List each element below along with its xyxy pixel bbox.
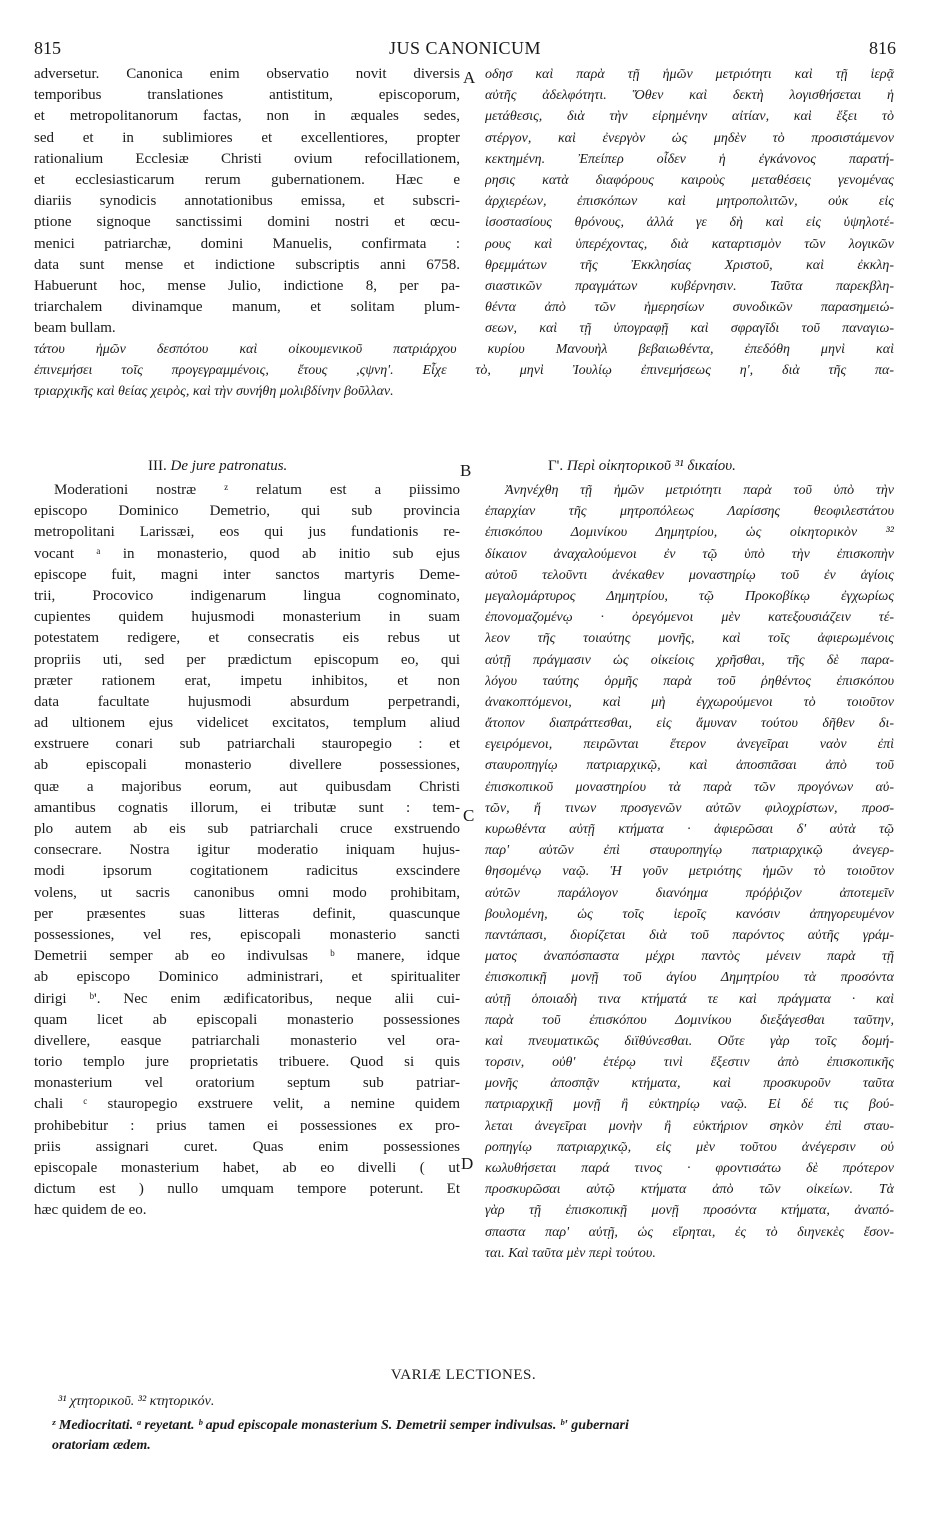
text-line: hæc quidem de eo.: [34, 1202, 147, 1219]
text-line: torio templo jure proprietatis tribuere. Quod si quis: [34, 1054, 460, 1071]
text-line: τάτου ἡμῶν δεσπότου καὶ οἰκουμενικοῦ πατριάρχου κυρίου Μανουὴλ βεβαιωθέντα, ἐπεδόθη μηνὶ καὶ: [34, 342, 894, 357]
text-line: κεκτημένη. Ἐπείπερ οἶδεν ἡ ἐγκάνονος παρατή-: [485, 151, 894, 167]
text-line: chali ᶜ stauropegio exstruere velit, a nemine quidem: [34, 1096, 460, 1113]
text-line: τῶν, ἤ τινων προσγενῶν αὐτῶν φιλοχρίστων, προσ-: [485, 800, 894, 816]
text-line: amantibus cognatis illorum, ei tributæ sunt : tem-: [34, 799, 460, 816]
section-number: III.: [148, 458, 167, 474]
text-line: Demetrii semper ab eo indivulsas ᵇ manere, idque: [34, 948, 460, 965]
text-line: λεται ἀνεγεῖραι μονὴν ἢ εὐκτήριον σηκὸν ἐπὶ σταυ-: [485, 1118, 894, 1134]
text-line: exstruere conari sub patriarchali stauropegio : et: [34, 736, 460, 753]
text-line: σταυροπηγίῳ πατριαρχικῷ, καὶ ἀποσπᾶσαι ἀπὸ τοῦ: [485, 758, 894, 774]
text-line: σεων, καὶ τῇ ὑπογραφῇ καὶ σφραγῖδι τοῦ παναγιω-: [485, 321, 894, 337]
text-line: modi ipsorum cogitationem radicitus exscindere: [34, 863, 460, 880]
text-line: ἐπισκόπου Δομινίκου Δημητρίου, ὡς οἰκητορικὸν ³²: [485, 525, 894, 541]
text-line: οδησ καὶ παρὰ τῇ ἡμῶν μετριότητι καὶ τῇ ἱερᾷ: [485, 67, 894, 82]
text-line: consecrare. Nostra igitur moderatio iniquam hujus-: [34, 842, 460, 859]
greek-full-width-block: [34, 339, 894, 403]
text-line: ἐπονομαζομένῳ · ὀρεγόμενοι μὲν κατεξουσιάζειν τέ-: [485, 610, 894, 626]
footnote-latin: oratoriam ædem.: [52, 1438, 151, 1453]
text-line: ματος ἀναπόσπαστα μέχρι παντὸς μένειν παρὰ τῇ: [485, 949, 894, 965]
text-line: μετάθεσις, διὰ τὴν εἰρημένην αἰτίαν, καὶ ἕξει τὸ: [485, 109, 894, 125]
text-line: beam bullam.: [34, 320, 116, 337]
text-line: rationalium Ecclesiæ Christi ovium refocillationem,: [34, 150, 460, 167]
text-line: et metropolitanorum factas, non in æquales sedes,: [34, 108, 460, 125]
text-line: episcopo Dominico Demetrio, qui sub provincia: [34, 503, 460, 520]
section-heading-greek: [548, 458, 736, 475]
text-line: ἰσοστασίους θρόνους, ἀλλά γε δὴ καὶ εἰς ὑψηλοτέ-: [485, 215, 894, 231]
text-line: καὶ πνευματικῶς διϊθύνεσθαι. Οὔτε γὰρ τοῖς δομή-: [485, 1033, 894, 1049]
text-line: τριαρχικῆς καὶ θείας χειρὸς, καὶ τὴν συνήθη μολιβδίνην βοῦλλαν.: [34, 384, 394, 400]
text-line: ab episcopali monasterio divellere possessiones,: [34, 757, 460, 774]
text-line: trii, Procovico indigenarum lingua cognominato,: [34, 587, 460, 604]
text-line: possessiones, vel res, episcopali monasterio sancti: [34, 926, 460, 943]
text-line: ad ultionem ejus videlicet excitatos, templum aliud: [34, 715, 460, 732]
text-line: μεγαλομάρτυρος Δημητρίου, τῷ Προκοβίκῳ ἐγχωρίως: [485, 588, 894, 604]
text-line: episcope fuit, magni inter sanctos martyris Deme-: [34, 566, 460, 583]
section-title: Περὶ οἰκητορικοῦ ³¹ δικαίου.: [566, 458, 736, 474]
text-line: præter rationem erat, impetu inhibitos, et non: [34, 672, 460, 689]
text-line: λόγου ταύτης ὁρμῆς παρὰ τοῦ ῥηθέντος ἐπισκόπου: [485, 673, 894, 689]
margin-letter-d: D: [461, 1154, 474, 1173]
text-line: data facultate hujusmodi absurdum perpetrandi,: [34, 693, 460, 710]
text-line: ται. Καὶ ταῦτα μὲν περὶ τούτου.: [485, 1245, 656, 1261]
greek-column-top: [485, 64, 894, 339]
text-line: θέντα ἀπὸ τῶν ἡμερησίων συνοδικῶν παρασημειώ-: [485, 300, 894, 316]
text-line: θρεμμάτων τῆς Ἐκκλησίας Χριστοῦ, καὶ ἐκκλη-: [485, 257, 894, 273]
text-line: dirigi ᵇ'. Nec enim ædificatoribus, neque alii cui-: [34, 990, 460, 1007]
text-line: plo autem ab eis sub patriarchali cruce exstruendo: [34, 821, 460, 837]
latin-column-main: [34, 480, 460, 1222]
page-number-left: 815: [34, 38, 61, 58]
text-line: propriis uti, sed per prædictum episcopum eo, qui: [34, 651, 460, 668]
text-line: προσκυρῶσαι αὐτῷ κτήματα ἀπὸ τῶν οἰκείων. Τὰ: [485, 1182, 894, 1198]
text-line: quæ a majoribus eorum, aut quibusdam Christi: [34, 778, 460, 795]
text-line: θησομένῳ ναῷ. Ἡ γοῦν μετριότης ἡμῶν τὸ τοιοῦτον: [485, 864, 894, 880]
text-line: αὐτῇ πράγμασιν ὡς οἰκείοις χρῆσθαι, τῆς δὲ παρα-: [485, 652, 894, 668]
text-line: ἄτοπον διαπράττεσθαι, εἰς ἄμυναν τούτου δῆθεν δι-: [485, 716, 894, 732]
text-line: ἀνακοπτόμενοι, καὶ μὴ ἐγχωρούμενοι τὸ τοιοῦτον: [485, 694, 894, 710]
text-line: σιαστικῶν πραγμάτων κυβέρνησιν. Ταῦτα παρεκβλη-: [485, 278, 894, 294]
text-line: per præsentes suas litteras definit, quascunque: [34, 905, 460, 922]
text-line: cupientes quidem hujusmodi monasterium in suam: [34, 609, 460, 626]
text-line: λεον τῆς τοιαύτης μονῆς, καὶ τοῖς ἀφιερωμένοις: [485, 631, 894, 647]
text-line: et ecclesiasticarum rerum gubernationem. Hæc e: [34, 171, 460, 188]
section-number: Γ'.: [548, 458, 564, 474]
text-line: αὐτοῦ τελοῦντι ἀνέκαθεν μοναστηρίῳ τοῦ ἐν ἁγίοις: [485, 567, 894, 583]
running-title: JUS CANONICUM: [388, 38, 542, 58]
text-line: ἀρχιερέων, ἐπισκόπων καὶ μητροπολιτῶν, οὐκ εἰς: [485, 194, 894, 210]
text-line: Moderationi nostræ ᶻ relatum est a piissimo: [54, 482, 460, 498]
text-line: potestatem redigere, et consecratis eis rebus ut: [34, 630, 460, 647]
text-line: αὐτῇ ὁποιαδὴ τινα κτήματά τε καὶ πράγματα · καὶ: [485, 991, 894, 1007]
text-line: Ἀνηνέχθη τῇ ἡμῶν μετριότητι παρὰ τοῦ ὑπὸ τὴν: [505, 483, 894, 498]
running-header: [34, 38, 896, 64]
text-line: episcopale monasterium habet, ab eo divelli ( ut: [34, 1160, 460, 1176]
text-line: δίκαιον ἀναχαλούμενοι ἐν τῷ ὑπὸ τὴν ἐπισκοπὴν: [485, 546, 894, 562]
page-number-right: 816: [869, 38, 896, 58]
text-line: metropolitani Larissæi, eos qui jus fundationis re-: [34, 524, 460, 541]
text-line: γὰρ τῇ ἐπισκοπικῇ μονῇ προσόντα κτήματα, ἀναπό-: [485, 1203, 894, 1219]
footnotes: [52, 1392, 898, 1456]
footnote-latin: ᶻ Mediocritati. ᵃ reyetant. ᵇ apud episcopale monasterium S. Demetrii semper indivulsas. ᵇ' gubernari: [52, 1418, 629, 1433]
section-heading-latin: [148, 458, 287, 475]
text-line: μονῆς ἀποσπᾷν κτήματα, καὶ προσκυροῦν ταῦτα: [485, 1076, 894, 1092]
margin-letter-c: C: [463, 806, 475, 825]
text-line: ἐπινεμήσει τοῖς προγεγραμμένοις, ἔτους ,ςψνη'. Εἶχε τὸ, μηνὶ Ἰουλίῳ ἐπινεμήσεως η', διὰ τῆς πα-: [34, 363, 894, 379]
text-line: sed et in sublimiores et excellentiores, propter: [34, 129, 460, 146]
text-line: ptione signoque sanctissimi domini nostri et œcu-: [34, 214, 460, 231]
text-line: παρ' αὐτῶν ἐπὶ σταυροπηγίῳ πατριαρχικῷ ἀνεγερ-: [485, 843, 894, 859]
text-line: ab episcopo Dominico administrari, et spiritualiter: [34, 969, 460, 986]
text-line: παρὰ τοῦ ἐπισκόπου Δομινίκου διεξάγεσθαι ταῦτην,: [485, 1012, 894, 1028]
margin-letter-b: B: [460, 461, 472, 480]
text-line: monasterium vel oratorium septum sub patriar-: [34, 1075, 460, 1092]
text-line: αὐτῆς ἀδελφότητι. Ὅθεν καὶ δεκτὴ λογισθήσεται ἡ: [485, 88, 894, 104]
text-line: ἐπισκοπικῇ μονῇ τοῦ ἁγίου Δημητρίου τὰ προσόντα: [485, 970, 894, 986]
text-line: menici patriarchæ, domini Manuelis, confirmata :: [34, 235, 460, 252]
text-line: volens, ut sacris canonibus omni modo prohibitam,: [34, 884, 460, 901]
section-title: De jure patronatus.: [170, 458, 288, 474]
text-line: adversetur. Canonica enim observatio novit diversis: [34, 66, 460, 82]
text-line: quam licet ab episcopali monasterio possessiones: [34, 1011, 460, 1028]
text-line: εγειρόμενοι, πειρῶνται ἕτερον ἀνεγεῖραι ναὸν ἐπὶ: [485, 737, 894, 753]
text-line: vocant ᵃ in monasterio, quod ab initio sub ejus: [34, 545, 460, 562]
text-line: κυρωθέντα αὐτῇ κτήματα · ἀφιερῶσαι δ' αὐτὰ τῷ: [485, 822, 894, 837]
text-line: diariis synodicis annotationibus emissa, et subscri-: [34, 193, 460, 210]
text-line: triarchalem divinamque manum, et solitam plum-: [34, 299, 460, 316]
text-line: priis assignari curet. Quas enim possessiones: [34, 1138, 460, 1155]
text-line: ρους καὶ ὑπερέχοντας, διὰ καταρτισμὸν τῶν λογικῶν: [485, 236, 894, 252]
text-line: Habuerunt hoc, mense Julio, indictione 8, per pa-: [34, 277, 460, 294]
text-line: τορσιν, οὐθ' ἑτέρῳ τινὶ ἔξεστιν ἀπὸ ἐπισκοπικῆς: [485, 1055, 894, 1071]
text-line: prohibebitur : prius tamen ei possessiones ex pro-: [34, 1117, 460, 1134]
text-line: data sunt mense et indictione subscriptis anni 6758.: [34, 256, 460, 273]
variae-lectiones-heading: VARIÆ LECTIONES.: [390, 1367, 537, 1383]
text-line: βουλομένη, ὡς τοῖς ἱεροῖς κανόσιν ἀπηγορευμένον: [485, 906, 894, 922]
text-line: ρησις κατὰ διαφόρους καιροὺς μεταθέσεις γενομένας: [485, 172, 894, 188]
margin-letter-a: A: [463, 68, 476, 87]
text-line: ροπηγίῳ πατριαρχικῷ, εἰς μὲν τοῦτου ἀνέγερσιν οὐ: [485, 1139, 894, 1155]
text-line: divellere, easque patriarchali monasterio vel ora-: [34, 1032, 460, 1049]
text-line: σπαστα παρ' αὐτῇ, ὡς εἴρηται, ἐς τὸ διηνεκὲς ἔσον-: [485, 1224, 894, 1240]
text-line: temporibus translationes antistitum, episcoporum,: [34, 87, 460, 104]
latin-column-top: [34, 64, 460, 339]
text-line: κωλυθήσεται παρά τινος · φροντισάτω δὲ πρότερον: [485, 1161, 894, 1176]
greek-column-main: [485, 480, 894, 1264]
text-line: dictum est ) nullo umquam tempore poterunt. Et: [34, 1181, 460, 1198]
text-line: στέργον, καὶ ἐνεργὸν ὡς μηδὲν τὸ προσιστάμενον: [485, 130, 894, 146]
footnote-greek: ³¹ χτητορικοῦ. ³² κτητορικόν.: [58, 1394, 215, 1409]
text-line: ἐπαρχίαν τῆς μητροπόλεως Λαρίσσης θεοφιλεστάτου: [485, 504, 894, 520]
text-line: πατριαρχικῇ μονῇ ἢ εὐκτηρίῳ ναῷ. Εἰ δέ τις βού-: [485, 1097, 894, 1113]
text-line: παντάπασι, διορίζεται διὰ τοῦ παρόντος αὐτῆς γράμ-: [485, 927, 894, 943]
text-line: αὐτῶν παράλογον διανόημα πρόῤῥιζον ἀποτεμεῖν: [485, 885, 894, 901]
text-line: ἐπισκοπικοῦ μοναστηρίου τὰ παρὰ τῶν προγόνων αὐ-: [485, 779, 894, 795]
